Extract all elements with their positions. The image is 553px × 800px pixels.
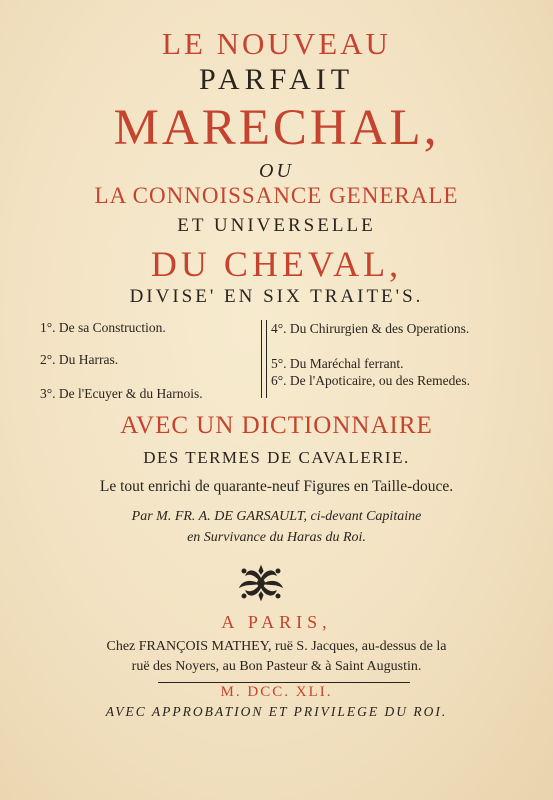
treatise-6: 6°. De l'Apoticaire, ou des Remedes. xyxy=(271,373,471,388)
imprint-rule xyxy=(158,682,410,683)
imprint-year: M. DCC. XLI. xyxy=(220,684,333,700)
treatise-1: 1°. De sa Construction. xyxy=(40,320,166,335)
treatise-4: 4°. Du Chirurgien & des Operations. xyxy=(271,321,470,336)
treatise-list xyxy=(40,318,510,408)
treatise-3: 3°. De l'Ecuyer & du Harnois. xyxy=(40,386,203,401)
figures-note: Le tout enrichi de quarante-neuf Figures en Taille-douce. xyxy=(99,478,454,495)
column-divider xyxy=(261,320,267,398)
title-line-le-nouveau: LE NOUVEAU xyxy=(162,26,391,61)
dictionary-subheading: DES TERMES DE CAVALERIE. xyxy=(143,448,410,467)
imprint-line-2: ruë des Noyers, au Bon Pasteur & à Saint Augustin. xyxy=(131,659,422,674)
imprint-city: A PARIS, xyxy=(221,612,332,632)
imprint-line-1: Chez FRANÇOIS MATHEY, ruë S. Jacques, au-dessus de la xyxy=(106,639,447,654)
fleuron-icon xyxy=(238,563,284,603)
treatise-2: 2°. Du Harras. xyxy=(40,352,119,367)
title-line-divise: DIVISE' EN SIX TRAITE'S. xyxy=(129,286,424,307)
title-line-universelle: ET UNIVERSELLE xyxy=(177,215,376,236)
title-line-connoissance: LA CONNOISSANCE GENERALE xyxy=(94,183,459,208)
title-line-marechal: MARECHAL, xyxy=(113,100,440,156)
author-line-1: Par M. FR. A. DE GARSAULT, ci-devant Capitaine xyxy=(131,509,422,524)
imprint-privilege: AVEC APPROBATION ET PRIVILEGE DU ROI. xyxy=(105,704,448,719)
treatise-5: 5°. Du Maréchal ferrant. xyxy=(271,356,404,371)
title-line-parfait: PARFAIT xyxy=(198,63,355,96)
title-line-ou: OU xyxy=(259,160,294,182)
author-line-2: en Survivance du Haras du Roi. xyxy=(187,530,366,545)
title-line-du-cheval: DU CHEVAL, xyxy=(150,244,403,284)
dictionary-heading: AVEC UN DICTIONNAIRE xyxy=(120,412,433,439)
